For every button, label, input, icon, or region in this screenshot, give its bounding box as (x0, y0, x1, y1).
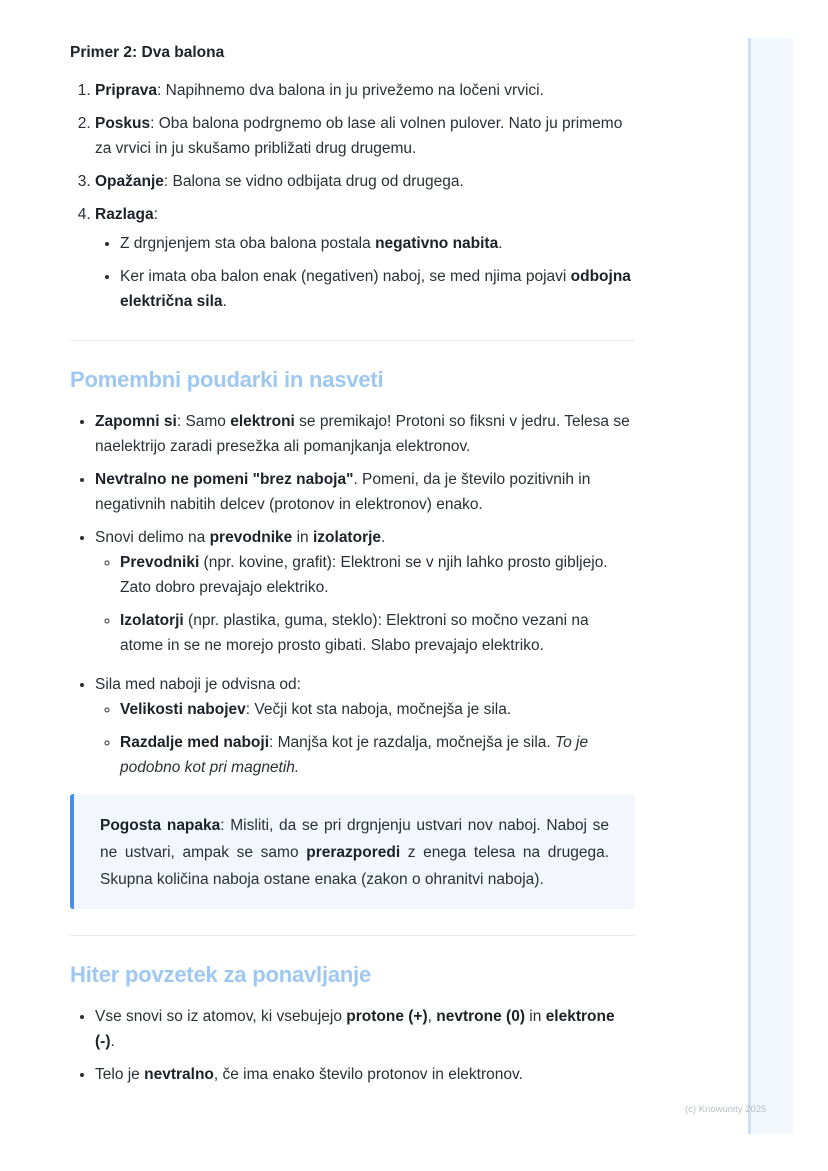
section-heading-tips: Pomembni poudarki in nasveti (70, 367, 384, 392)
force-factors-sublist (95, 697, 635, 780)
text: in (525, 1008, 546, 1025)
example-steps (70, 78, 635, 314)
step-text: : (153, 206, 158, 223)
step-text: : Balona se vidno odbijata drug od drugega. (163, 173, 464, 190)
bold-text: negativno nabita (375, 235, 499, 252)
side-panel (748, 38, 793, 1134)
text: . (222, 293, 227, 310)
text: in (292, 529, 313, 546)
tip-item (95, 467, 635, 517)
text: Z drgnjenjem sta oba balona postala (120, 235, 376, 252)
explanation-list (95, 231, 635, 314)
step-label: Poskus (95, 115, 151, 132)
common-mistake-callout (70, 794, 635, 909)
text: : Samo (176, 413, 231, 430)
bold-text: prerazporedi (306, 844, 401, 861)
summary-list (70, 1004, 635, 1087)
bold-text: prevodnike (209, 529, 293, 546)
text: : Večji kot sta naboja, močnejša je sila. (245, 701, 512, 718)
text: : Manjša kot je razdalja, močnejša je sila. (269, 734, 556, 751)
step-item (95, 78, 635, 103)
sub-item (120, 697, 635, 722)
tip-item (95, 409, 635, 459)
text: (npr. kovine, grafit): Elektroni se v njih lahko prosto gibljejo. Zato dobro prevajajo elektriko. (120, 554, 608, 596)
bold-text: Prevodniki (120, 554, 200, 571)
step-item (95, 111, 635, 161)
step-text: : Oba balona podrgnemo ob lase ali volnen pulover. Nato ju primemo za vrvici in ju skušamo približati drug drugemu. (95, 115, 623, 157)
document-page (70, 40, 635, 1095)
step-text: : Napihnemo dva balona in ju privežemo na ločeni vrvici. (157, 82, 544, 99)
tips-list (70, 409, 635, 780)
summary-item (95, 1062, 635, 1087)
tip-item (95, 525, 635, 658)
materials-sublist (95, 550, 635, 658)
sub-item (120, 550, 635, 600)
text: . (381, 529, 386, 546)
bold-text: elektrone (-) (95, 1008, 615, 1050)
divider (70, 935, 635, 936)
step-label: Razlaga (95, 206, 154, 223)
bold-text: Pogosta napaka (100, 817, 221, 834)
bold-text: protone (+) (346, 1008, 428, 1025)
italic-text: To je podobno kot pri magnetih. (120, 734, 589, 776)
text: se premikajo! Protoni so fiksni v jedru. Telesa se naelektrijo zaradi presežka ali pomanjkanja elektronov. (95, 413, 630, 455)
text: (npr. plastika, guma, steklo): Elektroni so močno vezani na atome in se ne morejo prosto gibati. Slabo prevajajo elektriko. (120, 612, 589, 654)
bold-text: nevtralno (144, 1066, 214, 1083)
sub-item (120, 608, 635, 658)
sub-item (120, 730, 635, 780)
bold-text: Velikosti nabojev (120, 701, 246, 718)
divider (70, 340, 635, 341)
bold-text: Nevtralno ne pomeni "brez naboja" (95, 471, 354, 488)
text: Sila med naboji je odvisna od: (95, 676, 301, 693)
text: z enega telesa na drugega. Skupna količina naboja ostane enaka (zakon o ohranitvi naboja). (100, 844, 609, 888)
step-item (95, 169, 635, 194)
section-heading-summary: Hiter povzetek za ponavljanje (70, 962, 372, 987)
bold-text: elektroni (230, 413, 295, 430)
text: Ker imata oba balon enak (negativen) naboj, se med njima pojavi (120, 268, 571, 285)
text: , (427, 1008, 437, 1025)
step-label: Opažanje (95, 173, 164, 190)
copyright-text: (c) Knowunity 2025 (685, 1104, 767, 1115)
text: : Misliti, da se pri drgnjenju ustvari nov naboj. Naboj se ne ustvari, ampak se samo (100, 817, 609, 861)
bold-text: Razdalje med naboji (120, 734, 270, 751)
bold-text: odbojna električna sila (120, 268, 631, 310)
text: . (110, 1033, 115, 1050)
bold-text: Zapomni si (95, 413, 177, 430)
summary-item (95, 1004, 635, 1054)
step-label: Priprava (95, 82, 158, 99)
example-title: Primer 2: Dva balona (70, 44, 225, 61)
text: . (498, 235, 503, 252)
text: Telo je (95, 1066, 145, 1083)
tip-item (95, 672, 635, 780)
text: Vse snovi so iz atomov, ki vsebujejo (95, 1008, 347, 1025)
explanation-item (120, 231, 635, 256)
text: , če ima enako število protonov in elektronov. (213, 1066, 523, 1083)
step-item (95, 202, 635, 314)
bold-text: nevtrone (0) (436, 1008, 525, 1025)
text: Snovi delimo na (95, 529, 210, 546)
bold-text: Izolatorji (120, 612, 184, 629)
explanation-item (120, 264, 635, 314)
bold-text: izolatorje (312, 529, 382, 546)
text: . Pomeni, da je število pozitivnih in negativnih nabitih delcev (protonov in elektronov) enako. (95, 471, 591, 513)
